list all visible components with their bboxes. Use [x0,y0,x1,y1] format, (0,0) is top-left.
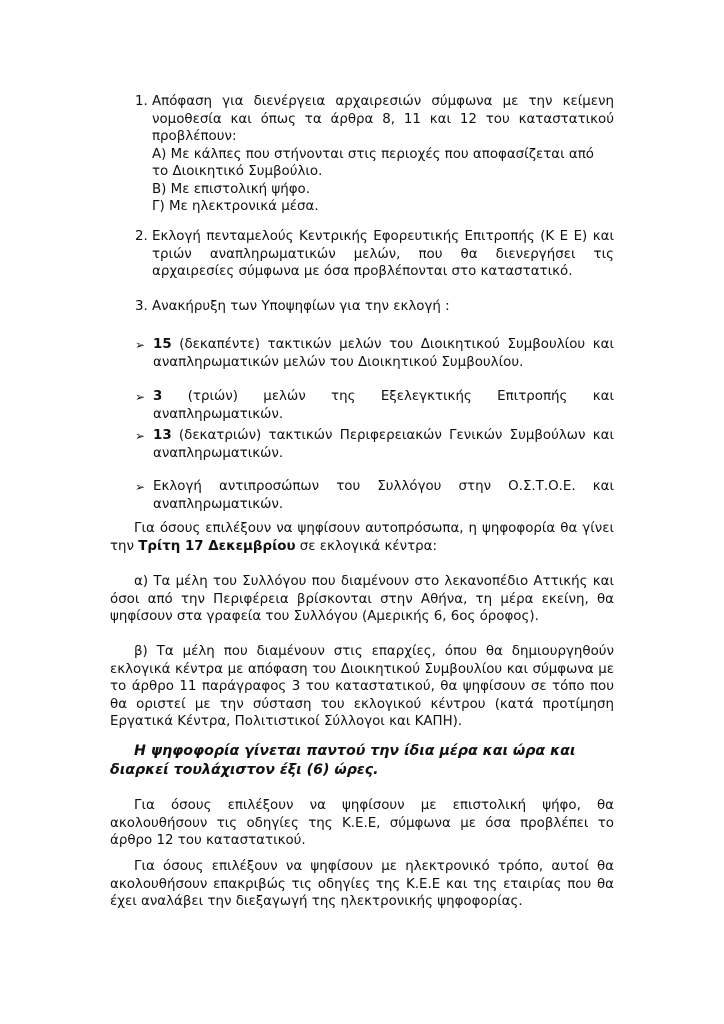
arrow-bullet-icon: ➢ [135,338,146,352]
bullet-count: 13 [153,428,172,443]
bullet-text: (τριών) μελών της Εξελεγκτικής Επιτροπής και αναπληρωματικών. [153,389,614,422]
item-1-text [152,93,614,216]
bullet-text: (δεκατριών) τακτικών Περιφερειακών Γενικών Συμβούλων και αναπληρωματικών. [153,428,614,461]
bullet-count: 3 [153,389,163,404]
bullet-item [153,427,614,462]
in-person-b: β) Τα μέλη που διαμένουν στις επαρχίες, όπου θα δημιουργηθούν εκλογικά κέντρα με απόφαση του Διοικητικού Συμβουλίου και σύμφωνα με το άρθρο 11 παράγραφος 3 του καταστατικού, θα ψηφίσουν σε τόπο που θα οριστεί με την σύσταση του εκλογικού κέντρου (κατά προτίμηση Εργατικά Κέντρα, Πολιτιστικοί Σύλλογοι και ΚΑΠΗ). [110,644,614,729]
bullet-item [153,388,614,423]
voting-duration-heading: Η ψηφοφορία γίνεται παντού την ίδια μέρα και ώρα και διαρκεί τουλάχιστον έξι (6) ώρες. [110,743,576,778]
bullet-text: (δεκαπέντε) τακτικών μελών του Διοικητικού Συμβουλίου και αναπληρωματικών μελών του Διοικητικού Συμβουλίου. [153,337,614,370]
arrow-bullet-icon: ➢ [135,390,146,404]
intro-text-end: σε εκλογικά κέντρα: [295,538,437,554]
in-person-a: α) Τα μέλη του Συλλόγου που διαμένουν στο λεκανοπέδιο Αττικής και όσοι από την Περιφέρεια βρίσκονται στην Αθήνα, τη μέρα εκείνη, θα ψηφίσουν στα γραφεία του Συλλόγου (Αμερικής 6, 6ος όροφος). [110,574,614,624]
item-1-sub-b: Β) Με επιστολική ψήφο. [152,181,310,197]
item-number: 1. [135,94,148,109]
bullet-item [153,478,614,513]
bullet-item [153,336,614,371]
bullet-text: Εκλογή αντιπροσώπων του Συλλόγου στην Ο.Σ.Τ.Ο.Ε. και αναπληρωματικών. [153,479,614,512]
electronic-vote-paragraph: Για όσους επιλέξουν να ψηφίσουν με ηλεκτρονικό τρόπο, αυτοί θα ακολουθήσουν επακριβώς τις οδηγίες της Κ.Ε.Ε και της εταιρίας που θα έχει αναλάβει την διεξαγωγή της ηλεκτρονικής ψηφοφορίας. [110,859,614,909]
bullet-count: 15 [153,337,172,352]
item-1-sub-a: Α) Με κάλπες που στήνονται στις περιοχές που αποφασίζεται από το Διοικητικό Συμβούλιο. [152,146,594,179]
arrow-bullet-icon: ➢ [135,429,146,443]
item-3-text: Ανακήρυξη των Υποψηφίων για την εκλογή : [152,299,450,314]
item-2-text: Εκλογή πενταμελούς Κεντρικής Εφορευτικής Επιτροπής (Κ Ε Ε) και τριών αναπληρωματικών μελών, που θα διενεργήσει τις αρχαιρεσίες σύμφωνα με όσα προβλέπονται στο καταστατικό. [152,229,614,279]
item-number: 2. [135,229,148,244]
arrow-bullet-icon: ➢ [135,480,146,494]
intro-text: Για όσους επιλέξουν να ψηφίσουν αυτοπρόσωπα, η ψηφοφορία θα γίνει την [110,521,614,554]
in-person-intro [110,520,614,555]
item-1-sub-c: Γ) Με ηλεκτρονικά μέσα. [152,199,319,214]
item-1-main: Απόφαση για διενέργεια αρχαιρεσιών σύμφωνα με την κείμενη νομοθεσία και όπως τα άρθρα 8, 11 και 12 του καταστατικού προβλέπουν: [152,94,614,144]
voting-date: Τρίτη 17 Δεκεμβρίου [138,538,296,554]
postal-vote-paragraph: Για όσους επιλέξουν να ψηφίσουν με επιστολική ψήφο, θα ακολουθήσουν τις οδηγίες της Κ.Ε.Ε, σύμφωνα με όσα προβλέπει το άρθρο 12 του καταστατικού. [110,798,614,848]
item-number: 3. [135,299,148,314]
